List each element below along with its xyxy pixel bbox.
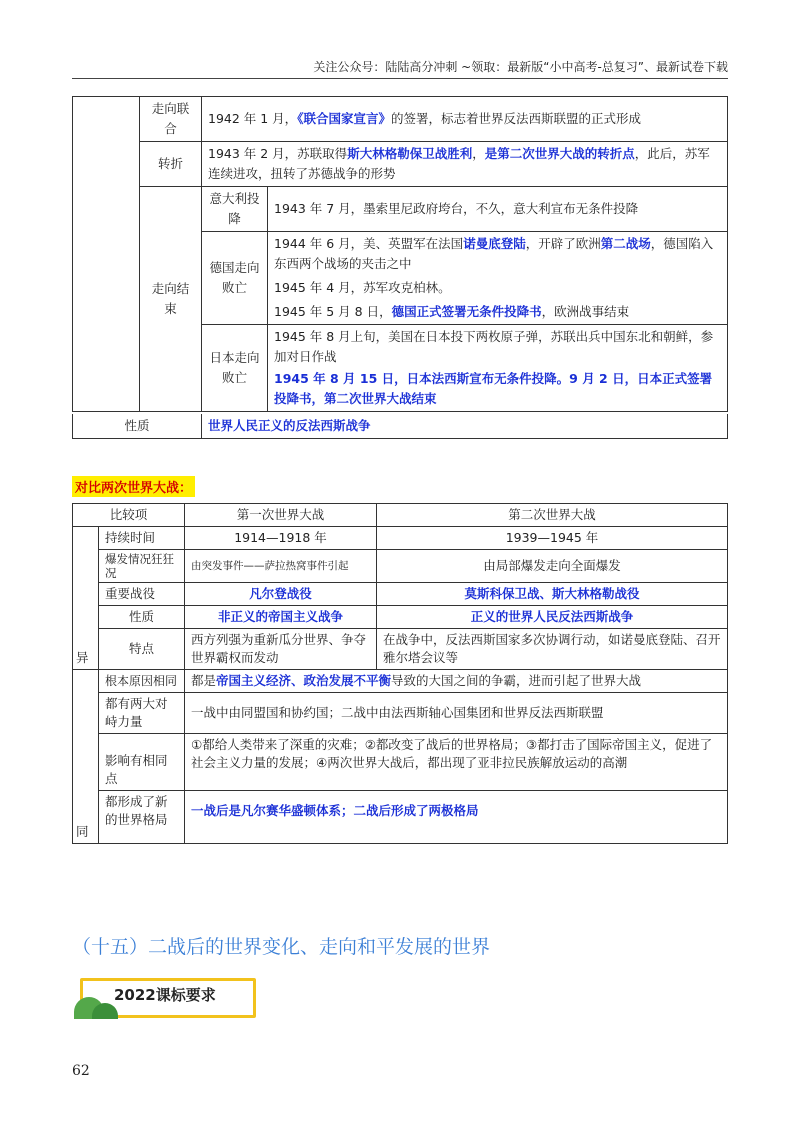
curriculum-badge (74, 975, 260, 1019)
cmp-item: 爆发情况狂狂况 (99, 550, 185, 583)
head-ww1: 第一次世界大战 (185, 504, 377, 527)
cmp-item: 性质 (99, 606, 185, 629)
cause-text: 都是帝国主义经济、政治发展不平衡导致的大国之间的争霸，进而引起了世界大战 (185, 670, 728, 693)
table-row (73, 693, 728, 734)
row-label-turn: 转折 (140, 142, 202, 187)
page-header: 关注公众号：陆陆高分冲刺 ~领取：最新版“小中高考-总复习”、最新试卷下载 (313, 60, 728, 74)
nature-row-table (72, 414, 728, 439)
cmp-ww2: 1939—1945 年 (377, 527, 728, 550)
row-label-germany: 德国走向败亡 (202, 232, 268, 325)
cmp-item: 重要战役 (99, 583, 185, 606)
table-row (73, 97, 728, 142)
cmp-item: 都有两大对峙力量 (99, 693, 185, 734)
group-same: 同 (73, 670, 99, 844)
japan-text: 1945 年 8 月上旬，美国在日本投下两枚原子弹，苏联出兵中国东北和朝鲜，参加对日作战 1945 年 8 月 15 日，日本法西斯宣布无条件投降。9 月 2 日，日本正式签署投降书，第二次世界大战结束 (268, 325, 728, 412)
turn-text: 1943 年 2 月，苏联取得斯大林格勒保卫战胜利，是第二次世界大战的转折点，此后，苏军连续进攻，扭转了苏德战争的形势 (202, 142, 728, 187)
cmp-ww1: 非正义的帝国主义战争 (185, 606, 377, 629)
group-diff: 异 (73, 527, 99, 670)
cmp-ww2: 由局部爆发走向全面爆发 (377, 550, 728, 583)
table-row (73, 791, 728, 844)
cmp-ww2: 在战争中，反法西斯国家多次协调行动，如诺曼底登陆、召开雅尔塔会议等 (377, 629, 728, 670)
table-row (73, 414, 728, 439)
cmp-ww2: 正义的世界人民反法西斯战争 (377, 606, 728, 629)
cmp-ww1: 西方列强为重新瓜分世界、争夺世界霸权而发动 (185, 629, 377, 670)
table-row (73, 550, 728, 583)
page-number: 62 (72, 1063, 90, 1079)
ww2-process-table (72, 96, 728, 412)
section-title: （十五）二战后的世界变化、走向和平发展的世界 (72, 936, 491, 958)
badge-label: 2022课标要求 (114, 986, 216, 1004)
cmp-item: 都形成了新的世界格局 (99, 791, 185, 844)
cmp-ww2: 莫斯科保卫战、斯大林格勒战役 (377, 583, 728, 606)
table-row (73, 670, 728, 693)
italy-text: 1943 年 7 月，墨索里尼政府垮台，不久，意大利宣布无条件投降 (268, 187, 728, 232)
table-row (73, 527, 728, 550)
table-row (73, 606, 728, 629)
header-divider (72, 78, 728, 79)
row-label-italy: 意大利投降 (202, 187, 268, 232)
table-row (73, 629, 728, 670)
row-label-nature: 性质 (73, 414, 202, 439)
blocs-text: 一战中由同盟国和协约国；二战中由法西斯轴心国集团和世界反法西斯联盟 (185, 693, 728, 734)
head-ww2: 第二次世界大战 (377, 504, 728, 527)
row-label-union: 走向联合 (140, 97, 202, 142)
cmp-item: 持续时间 (99, 527, 185, 550)
table-row (73, 504, 728, 527)
cmp-ww1: 1914—1918 年 (185, 527, 377, 550)
blank-cell (73, 97, 140, 412)
cmp-item: 根本原因相同 (99, 670, 185, 693)
union-text: 1942 年 1 月，《联合国家宣言》的签署，标志着世界反法西斯联盟的正式形成 (202, 97, 728, 142)
germany-text: 1944 年 6 月，美、英盟军在法国诺曼底登陆，开辟了欧洲第二战场，德国陷入东西两个战场的夹击之中 1945 年 4 月，苏军攻克柏林。 1945 年 5 月 8 日，德国正式签署无条件投降书，欧洲战事结束 (268, 232, 728, 325)
cmp-item: 影响有相同点 (99, 734, 185, 791)
table-row (73, 187, 728, 232)
cmp-item: 特点 (99, 629, 185, 670)
table-row (73, 142, 728, 187)
table-row (73, 734, 728, 791)
impact-text: ①都给人类带来了深重的灾难；②都改变了战后的世界格局；③都打击了国际帝国主义，促进了社会主义力量的发展；④两次世界大战后，都出现了亚非拉民族解放运动的高潮 (185, 734, 728, 791)
cmp-ww1: 由突发事件——萨拉热窝事件引起 (185, 550, 377, 583)
table-row (73, 583, 728, 606)
row-label-japan: 日本走向败亡 (202, 325, 268, 412)
nature-text: 世界人民正义的反法西斯战争 (202, 414, 728, 439)
compare-heading: 对比两次世界大战： (72, 476, 195, 497)
order-text: 一战后是凡尔赛华盛顿体系；二战后形成了两极格局 (185, 791, 728, 844)
head-item: 比较项 (73, 504, 185, 527)
cmp-ww1: 凡尔登战役 (185, 583, 377, 606)
row-label-end: 走向结束 (140, 187, 202, 412)
ww-comparison-table (72, 503, 728, 844)
